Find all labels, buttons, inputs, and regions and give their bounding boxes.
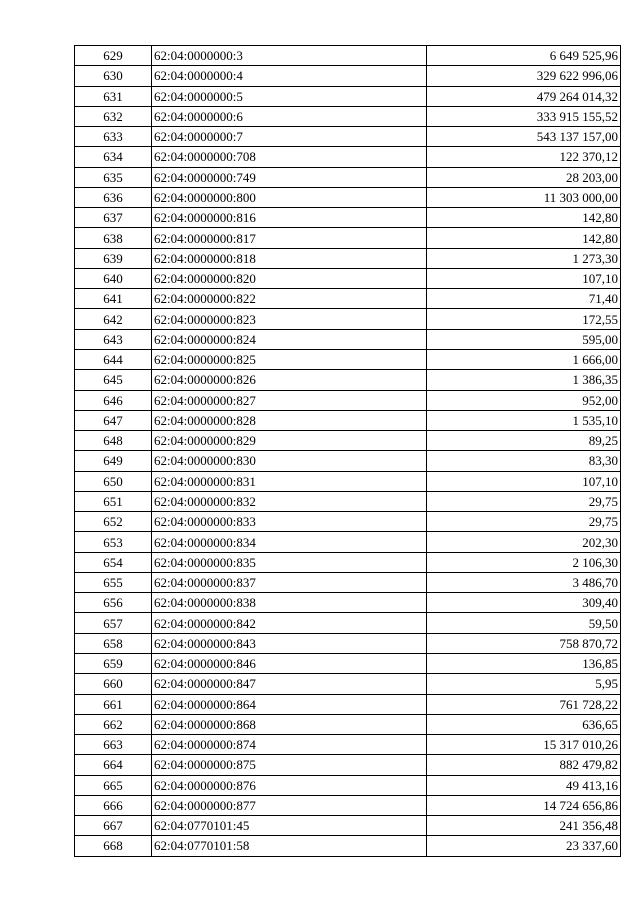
cadastral-number-cell: 62:04:0000000:7 [152,127,427,147]
cadastral-value-cell: 136,85 [427,653,621,673]
cadastral-value-cell: 636,65 [427,714,621,734]
row-number-cell: 664 [75,755,152,775]
cadastral-number-cell: 62:04:0000000:823 [152,309,427,329]
row-number-cell: 641 [75,289,152,309]
cadastral-value-cell: 595,00 [427,329,621,349]
cadastral-value-cell: 89,25 [427,431,621,451]
table-row [75,674,621,694]
table-row [75,593,621,613]
row-number-cell: 636 [75,187,152,207]
table-row [75,127,621,147]
cadastral-value-table [74,45,621,857]
row-number-cell: 647 [75,410,152,430]
row-number-cell: 646 [75,390,152,410]
cadastral-number-cell: 62:04:0000000:868 [152,714,427,734]
table-row [75,410,621,430]
cadastral-number-cell: 62:04:0000000:830 [152,451,427,471]
cadastral-number-cell: 62:04:0000000:6 [152,106,427,126]
cadastral-number-cell: 62:04:0770101:58 [152,836,427,856]
table-row [75,714,621,734]
table-row [75,147,621,167]
table-row [75,836,621,856]
cadastral-number-cell: 62:04:0000000:820 [152,268,427,288]
cadastral-number-cell: 62:04:0000000:827 [152,390,427,410]
cadastral-number-cell: 62:04:0770101:45 [152,816,427,836]
cadastral-value-cell: 333 915 155,52 [427,106,621,126]
row-number-cell: 660 [75,674,152,694]
row-number-cell: 665 [75,775,152,795]
cadastral-number-cell: 62:04:0000000:847 [152,674,427,694]
cadastral-value-cell: 1 273,30 [427,248,621,268]
cadastral-number-cell: 62:04:0000000:826 [152,370,427,390]
table-row [75,775,621,795]
cadastral-number-cell: 62:04:0000000:864 [152,694,427,714]
cadastral-value-cell: 71,40 [427,289,621,309]
cadastral-number-cell: 62:04:0000000:832 [152,491,427,511]
cadastral-value-cell: 1 386,35 [427,370,621,390]
row-number-cell: 649 [75,451,152,471]
cadastral-number-cell: 62:04:0000000:843 [152,633,427,653]
cadastral-value-cell: 5,95 [427,674,621,694]
cadastral-number-cell: 62:04:0000000:874 [152,735,427,755]
cadastral-value-cell: 142,80 [427,228,621,248]
table-row [75,208,621,228]
table-row [75,268,621,288]
cadastral-number-cell: 62:04:0000000:831 [152,471,427,491]
cadastral-number-cell: 62:04:0000000:3 [152,46,427,66]
row-number-cell: 652 [75,512,152,532]
cadastral-number-cell: 62:04:0000000:708 [152,147,427,167]
table-row [75,451,621,471]
cadastral-number-cell: 62:04:0000000:828 [152,410,427,430]
cadastral-value-cell: 758 870,72 [427,633,621,653]
table-row [75,735,621,755]
table-row [75,512,621,532]
row-number-cell: 657 [75,613,152,633]
table-row [75,653,621,673]
cadastral-number-cell: 62:04:0000000:833 [152,512,427,532]
cadastral-number-cell: 62:04:0000000:822 [152,289,427,309]
cadastral-value-cell: 11 303 000,00 [427,187,621,207]
cadastral-value-cell: 172,55 [427,309,621,329]
cadastral-value-cell: 142,80 [427,208,621,228]
cadastral-value-cell: 14 724 656,86 [427,795,621,815]
cadastral-number-cell: 62:04:0000000:824 [152,329,427,349]
cadastral-value-cell: 882 479,82 [427,755,621,775]
row-number-cell: 644 [75,349,152,369]
table-row [75,613,621,633]
row-number-cell: 637 [75,208,152,228]
cadastral-value-cell: 49 413,16 [427,775,621,795]
row-number-cell: 661 [75,694,152,714]
cadastral-value-cell: 309,40 [427,593,621,613]
cadastral-number-cell: 62:04:0000000:877 [152,795,427,815]
row-number-cell: 632 [75,106,152,126]
table-body [75,46,621,857]
cadastral-value-cell: 3 486,70 [427,572,621,592]
row-number-cell: 630 [75,66,152,86]
row-number-cell: 639 [75,248,152,268]
table-row [75,349,621,369]
cadastral-value-cell: 761 728,22 [427,694,621,714]
cadastral-value-cell: 241 356,48 [427,816,621,836]
table-row [75,816,621,836]
row-number-cell: 643 [75,329,152,349]
table-row [75,167,621,187]
cadastral-value-cell: 29,75 [427,491,621,511]
cadastral-value-cell: 29,75 [427,512,621,532]
row-number-cell: 663 [75,735,152,755]
cadastral-number-cell: 62:04:0000000:835 [152,552,427,572]
table-row [75,106,621,126]
cadastral-number-cell: 62:04:0000000:838 [152,593,427,613]
cadastral-number-cell: 62:04:0000000:818 [152,248,427,268]
table-row [75,289,621,309]
cadastral-number-cell: 62:04:0000000:800 [152,187,427,207]
table-row [75,694,621,714]
cadastral-value-cell: 1 535,10 [427,410,621,430]
row-number-cell: 640 [75,268,152,288]
row-number-cell: 633 [75,127,152,147]
table-row [75,228,621,248]
table-row [75,187,621,207]
cadastral-value-cell: 28 203,00 [427,167,621,187]
row-number-cell: 655 [75,572,152,592]
cadastral-value-cell: 1 666,00 [427,349,621,369]
table-row [75,471,621,491]
row-number-cell: 659 [75,653,152,673]
row-number-cell: 668 [75,836,152,856]
cadastral-value-cell: 202,30 [427,532,621,552]
cadastral-value-cell: 107,10 [427,471,621,491]
table-row [75,390,621,410]
cadastral-number-cell: 62:04:0000000:5 [152,86,427,106]
row-number-cell: 631 [75,86,152,106]
cadastral-value-cell: 952,00 [427,390,621,410]
table-row [75,491,621,511]
table-row [75,46,621,66]
table-row [75,755,621,775]
row-number-cell: 645 [75,370,152,390]
cadastral-number-cell: 62:04:0000000:876 [152,775,427,795]
row-number-cell: 635 [75,167,152,187]
table-row [75,431,621,451]
row-number-cell: 629 [75,46,152,66]
cadastral-value-cell: 2 106,30 [427,552,621,572]
row-number-cell: 658 [75,633,152,653]
cadastral-value-cell: 107,10 [427,268,621,288]
row-number-cell: 642 [75,309,152,329]
table-row [75,370,621,390]
cadastral-number-cell: 62:04:0000000:817 [152,228,427,248]
cadastral-value-cell: 83,30 [427,451,621,471]
cadastral-value-cell: 479 264 014,32 [427,86,621,106]
table-row [75,248,621,268]
row-number-cell: 666 [75,795,152,815]
row-number-cell: 648 [75,431,152,451]
row-number-cell: 651 [75,491,152,511]
cadastral-value-cell: 122 370,12 [427,147,621,167]
table-row [75,572,621,592]
cadastral-value-cell: 329 622 996,06 [427,66,621,86]
row-number-cell: 653 [75,532,152,552]
cadastral-number-cell: 62:04:0000000:829 [152,431,427,451]
cadastral-number-cell: 62:04:0000000:4 [152,66,427,86]
row-number-cell: 638 [75,228,152,248]
cadastral-number-cell: 62:04:0000000:837 [152,572,427,592]
row-number-cell: 656 [75,593,152,613]
cadastral-number-cell: 62:04:0000000:816 [152,208,427,228]
row-number-cell: 634 [75,147,152,167]
table-row [75,633,621,653]
row-number-cell: 654 [75,552,152,572]
row-number-cell: 662 [75,714,152,734]
row-number-cell: 667 [75,816,152,836]
cadastral-value-cell: 543 137 157,00 [427,127,621,147]
table-row [75,66,621,86]
table-row [75,552,621,572]
cadastral-number-cell: 62:04:0000000:749 [152,167,427,187]
cadastral-number-cell: 62:04:0000000:825 [152,349,427,369]
table-row [75,532,621,552]
cadastral-number-cell: 62:04:0000000:875 [152,755,427,775]
table-row [75,309,621,329]
cadastral-number-cell: 62:04:0000000:842 [152,613,427,633]
row-number-cell: 650 [75,471,152,491]
table-row [75,795,621,815]
cadastral-value-cell: 23 337,60 [427,836,621,856]
cadastral-value-cell: 59,50 [427,613,621,633]
cadastral-value-cell: 6 649 525,96 [427,46,621,66]
cadastral-number-cell: 62:04:0000000:846 [152,653,427,673]
table-row [75,329,621,349]
cadastral-value-cell: 15 317 010,26 [427,735,621,755]
table-row [75,86,621,106]
cadastral-number-cell: 62:04:0000000:834 [152,532,427,552]
